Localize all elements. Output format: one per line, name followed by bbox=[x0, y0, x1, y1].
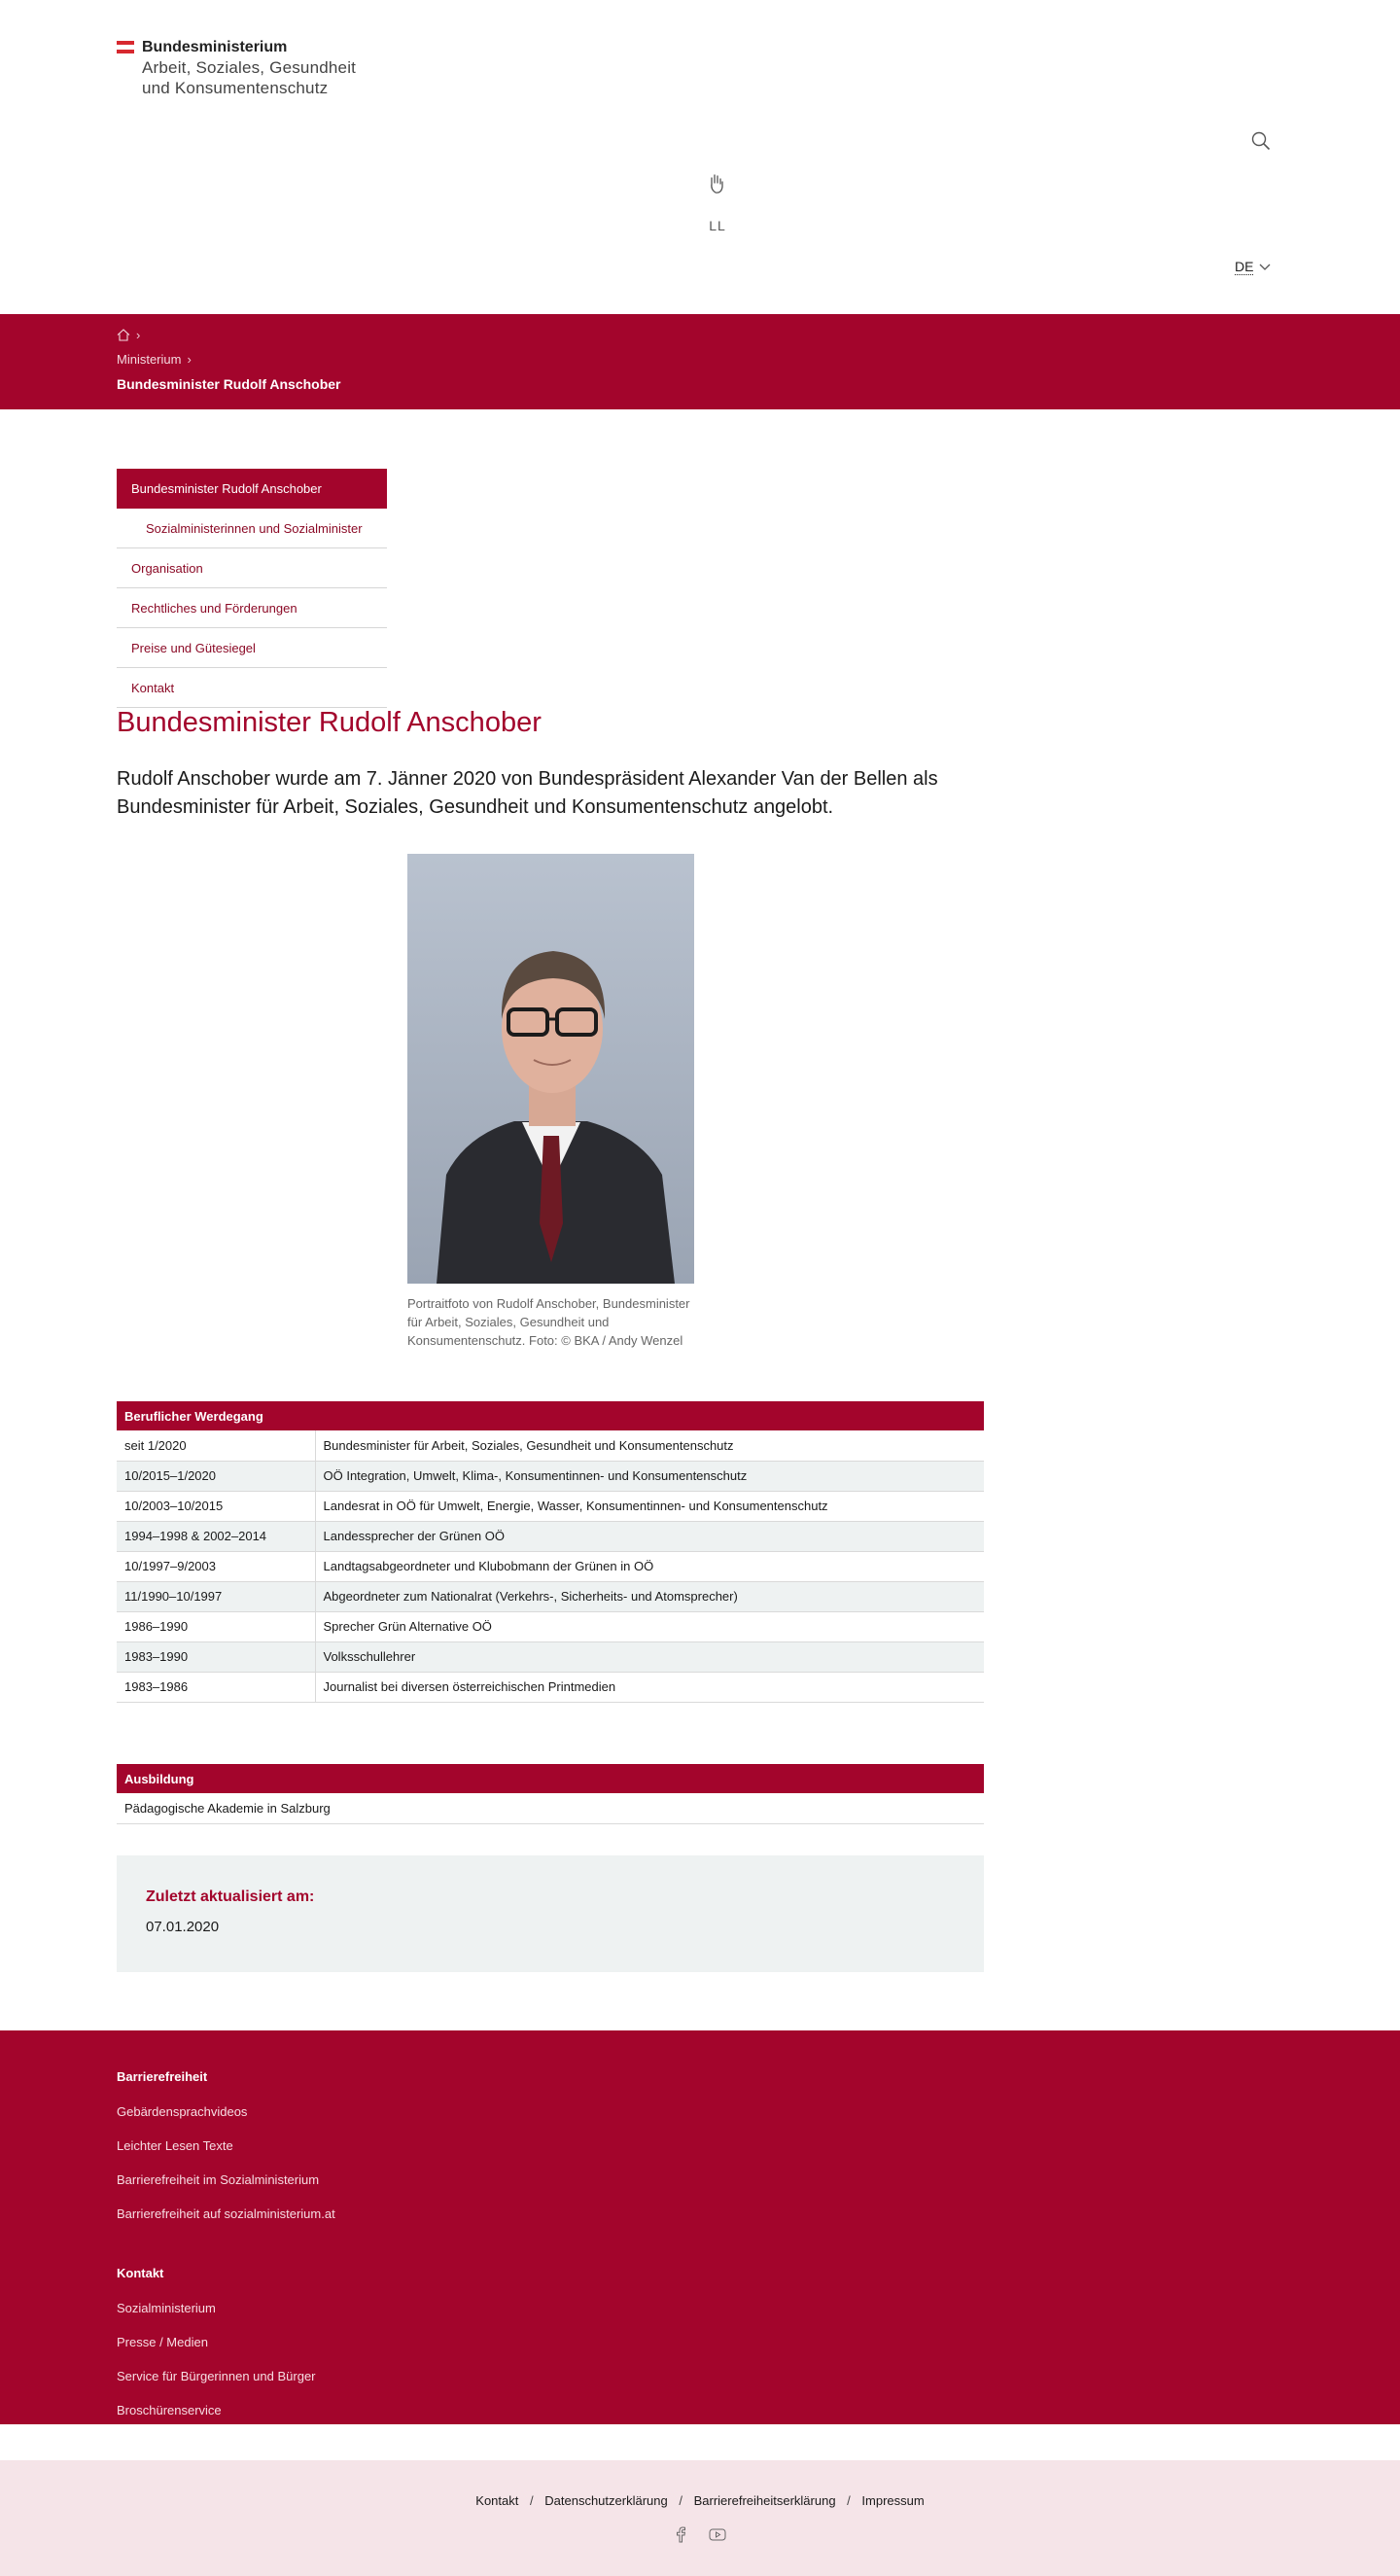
cell-position: Bundesminister für Arbeit, Soziales, Gesundheit und Konsumentenschutz bbox=[315, 1430, 984, 1461]
sidenav-item-contact[interactable]: Kontakt bbox=[117, 668, 387, 708]
site-footer bbox=[0, 2030, 1400, 2424]
cell-period: 11/1990–10/1997 bbox=[117, 1581, 315, 1611]
logo-line-3: und Konsumentenschutz bbox=[142, 79, 329, 97]
breadcrumb bbox=[0, 314, 1400, 409]
table-row bbox=[117, 1461, 984, 1491]
table-row bbox=[117, 1641, 984, 1672]
cell-period: 10/1997–9/2003 bbox=[117, 1551, 315, 1581]
breadcrumb-label: Ministerium bbox=[117, 352, 182, 367]
bottom-link-contact[interactable]: Kontakt bbox=[475, 2493, 519, 2508]
social-links bbox=[671, 2524, 727, 2544]
table-row bbox=[117, 1430, 984, 1461]
footer-link-citizen-service[interactable]: Service für Bürgerinnen und Bürger bbox=[117, 2369, 316, 2383]
sidenav-item-awards[interactable]: Preise und Gütesiegel bbox=[117, 628, 387, 668]
table-header bbox=[117, 1764, 984, 1793]
link-separator: / bbox=[530, 2493, 534, 2508]
chevron-right-icon: › bbox=[136, 328, 141, 342]
last-updated-label: Zuletzt aktualisiert am: bbox=[146, 1888, 315, 1905]
sign-language-icon[interactable] bbox=[706, 172, 729, 197]
cell-position: Landtagsabgeordneter und Klubobmann der Grünen in OÖ bbox=[315, 1551, 984, 1581]
sidenav-item-ministers-list[interactable]: Sozialministerinnen und Sozialminister bbox=[117, 509, 387, 548]
youtube-icon[interactable] bbox=[708, 2524, 727, 2544]
sidenav-item-organisation[interactable]: Organisation bbox=[117, 548, 387, 588]
last-updated-date: 07.01.2020 bbox=[146, 1919, 220, 1935]
portrait-photo bbox=[407, 854, 694, 1284]
footer-link-accessibility-ministry[interactable]: Barrierefreiheit im Sozialministerium bbox=[117, 2172, 320, 2187]
breadcrumb-item-ministerium[interactable] bbox=[117, 352, 192, 367]
logo-line-2: Arbeit, Soziales, Gesundheit bbox=[142, 58, 357, 77]
table-row bbox=[117, 1551, 984, 1581]
ministry-logo[interactable] bbox=[117, 37, 356, 98]
footer-link-easy-read[interactable]: Leichter Lesen Texte bbox=[117, 2138, 233, 2153]
breadcrumb-home[interactable] bbox=[117, 328, 140, 342]
page-title: Bundesminister Rudolf Anschober bbox=[117, 707, 542, 738]
link-separator: / bbox=[679, 2493, 682, 2508]
bottom-bar bbox=[0, 2460, 1400, 2576]
table-header bbox=[117, 1401, 984, 1430]
footer-link-sign-language[interactable]: Gebärdensprachvideos bbox=[117, 2104, 248, 2119]
logo-line-1: Bundesministerium bbox=[142, 39, 288, 55]
facebook-icon[interactable] bbox=[671, 2524, 690, 2544]
cell-position: Landessprecher der Grünen OÖ bbox=[315, 1521, 984, 1551]
easy-read-link[interactable]: LL bbox=[709, 218, 726, 233]
footer-link-accessibility-site[interactable]: Barrierefreiheit auf sozialministerium.at bbox=[117, 2206, 335, 2221]
education-heading: Ausbildung bbox=[124, 1771, 194, 1786]
cell-period: 10/2003–10/2015 bbox=[117, 1491, 315, 1521]
side-navigation bbox=[117, 469, 387, 708]
education-table bbox=[117, 1764, 984, 1824]
site-header bbox=[0, 0, 1400, 314]
cell-position: Journalist bei diversen österreichischen Printmedien bbox=[315, 1672, 984, 1702]
table-row bbox=[117, 1672, 984, 1702]
table-row bbox=[117, 1611, 984, 1641]
bottom-link-imprint[interactable]: Impressum bbox=[861, 2493, 925, 2508]
career-table bbox=[117, 1401, 984, 1703]
sidenav-item-minister[interactable]: Bundesminister Rudolf Anschober bbox=[117, 469, 387, 509]
logo-text bbox=[142, 37, 356, 98]
cell-position: Abgeordneter zum Nationalrat (Verkehrs-, Sicherheits- und Atomsprecher) bbox=[315, 1581, 984, 1611]
link-separator: / bbox=[847, 2493, 851, 2508]
footer-heading-accessibility: Barrierefreiheit bbox=[117, 2069, 208, 2084]
career-heading: Beruflicher Werdegang bbox=[124, 1408, 263, 1424]
search-icon[interactable] bbox=[1250, 130, 1274, 154]
portrait-caption: Portraitfoto von Rudolf Anschober, Bundesminister für Arbeit, Soziales, Gesundheit und Konsumentenschutz. Foto: © BKA / Andy Wenzel bbox=[407, 1296, 690, 1348]
cell-period: 1983–1990 bbox=[117, 1641, 315, 1672]
austria-flag-icon bbox=[117, 41, 134, 53]
last-updated-box bbox=[117, 1855, 984, 1972]
cell-period: 1994–1998 & 2002–2014 bbox=[117, 1521, 315, 1551]
footer-link-ministry[interactable]: Sozialministerium bbox=[117, 2301, 216, 2315]
footer-link-press[interactable]: Presse / Medien bbox=[117, 2335, 208, 2349]
language-code: DE bbox=[1235, 259, 1254, 274]
chevron-down-icon bbox=[1259, 264, 1271, 271]
cell-period: 1986–1990 bbox=[117, 1611, 315, 1641]
language-selector[interactable] bbox=[1235, 259, 1271, 275]
lead-paragraph: Rudolf Anschober wurde am 7. Jänner 2020 von Bundespräsident Alexander Van der Bellen als Bundesminister für Arbeit, Soziales, Gesundheit und Konsumentenschutz angelobt. bbox=[117, 768, 938, 818]
cell-period: 1983–1986 bbox=[117, 1672, 315, 1702]
cell-period: 10/2015–1/2020 bbox=[117, 1461, 315, 1491]
cell-period: seit 1/2020 bbox=[117, 1430, 315, 1461]
cell-education: Pädagogische Akademie in Salzburg bbox=[117, 1793, 984, 1823]
breadcrumb-current: Bundesminister Rudolf Anschober bbox=[117, 376, 341, 392]
table-row bbox=[117, 1793, 984, 1823]
footer-heading-contact: Kontakt bbox=[117, 2266, 164, 2280]
cell-position: Sprecher Grün Alternative OÖ bbox=[315, 1611, 984, 1641]
home-icon bbox=[117, 329, 130, 341]
cell-position: Volksschullehrer bbox=[315, 1641, 984, 1672]
cell-position: Landesrat in OÖ für Umwelt, Energie, Wasser, Konsumentinnen- und Konsumentenschutz bbox=[315, 1491, 984, 1521]
table-row bbox=[117, 1521, 984, 1551]
table-row bbox=[117, 1581, 984, 1611]
legal-links bbox=[0, 2493, 1400, 2508]
chevron-right-icon: › bbox=[187, 352, 192, 367]
footer-link-brochures[interactable]: Broschürenservice bbox=[117, 2403, 222, 2417]
bottom-link-accessibility[interactable]: Barrierefreiheitserklärung bbox=[693, 2493, 836, 2508]
table-row bbox=[117, 1491, 984, 1521]
cell-position: OÖ Integration, Umwelt, Klima-, Konsumentinnen- und Konsumentenschutz bbox=[315, 1461, 984, 1491]
bottom-link-privacy[interactable]: Datenschutzerklärung bbox=[544, 2493, 668, 2508]
sidenav-item-legal[interactable]: Rechtliches und Förderungen bbox=[117, 588, 387, 628]
